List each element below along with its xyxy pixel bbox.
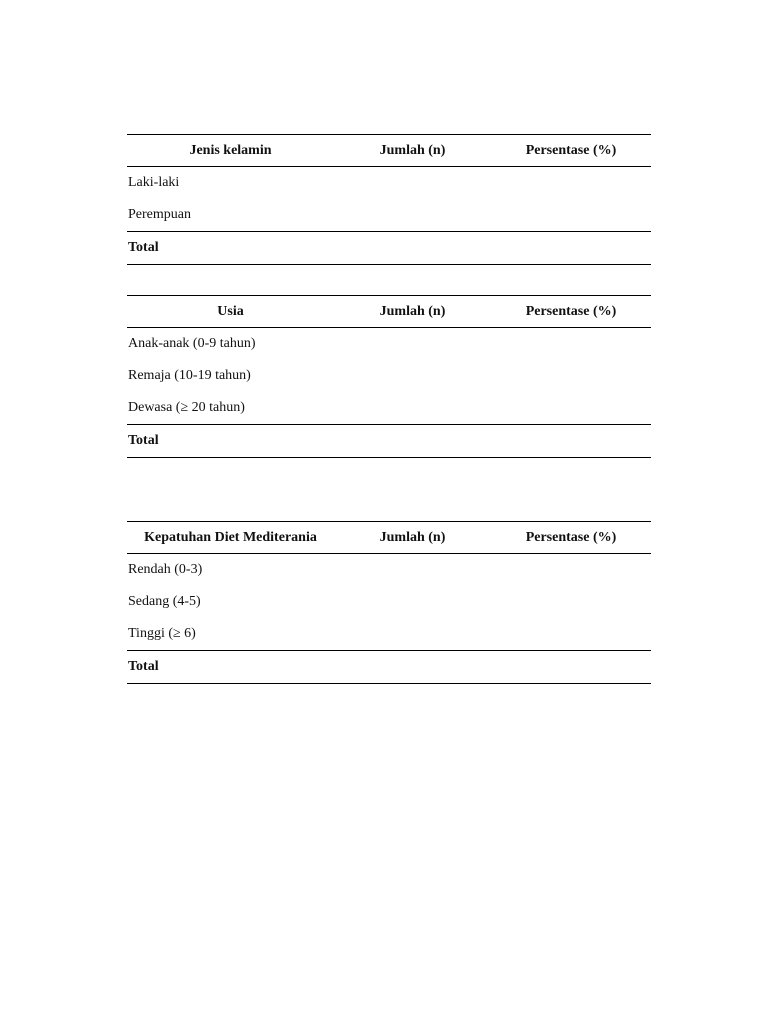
- count-cell: [334, 199, 491, 232]
- total-label: Total: [127, 232, 334, 265]
- percent-cell: [491, 328, 651, 361]
- percent-cell: [491, 586, 651, 618]
- percent-cell: [491, 199, 651, 232]
- row-label: Sedang (4-5): [128, 594, 201, 609]
- row-label: Dewasa (≥ 20 tahun): [128, 400, 245, 415]
- percent-cell: [491, 232, 651, 265]
- row-label: Perempuan: [128, 207, 191, 222]
- count-cell: [334, 360, 491, 392]
- percent-cell: [491, 425, 651, 458]
- table-header-row: [127, 135, 651, 167]
- count-cell: [334, 328, 491, 361]
- age-table: [127, 295, 651, 458]
- column-header: Jumlah (n): [334, 522, 491, 554]
- total-label: Total: [127, 425, 334, 458]
- count-cell: [334, 232, 491, 265]
- row-label: Remaja (10-19 tahun): [128, 368, 251, 383]
- table-row: [127, 618, 651, 651]
- count-cell: [334, 167, 491, 200]
- column-header: Jumlah (n): [334, 296, 491, 328]
- row-label: Rendah (0-3): [128, 562, 203, 577]
- total-row: [127, 651, 651, 684]
- percent-cell: [491, 618, 651, 651]
- count-cell: [334, 392, 491, 425]
- table-row: [127, 586, 651, 618]
- column-header: Jumlah (n): [334, 135, 491, 167]
- total-label: Total: [127, 651, 334, 684]
- table-row: [127, 392, 651, 425]
- gender-table: [127, 134, 651, 265]
- table-header-row: [127, 522, 651, 554]
- total-row: [127, 232, 651, 265]
- table-row: [127, 360, 651, 392]
- count-cell: [334, 651, 491, 684]
- column-header: Persentase (%): [491, 522, 651, 554]
- percent-cell: [491, 167, 651, 200]
- percent-cell: [491, 554, 651, 587]
- percent-cell: [491, 392, 651, 425]
- column-header: Persentase (%): [491, 135, 651, 167]
- column-header: Usia: [127, 296, 334, 328]
- total-row: [127, 425, 651, 458]
- count-cell: [334, 554, 491, 587]
- row-label: Laki-laki: [128, 175, 180, 190]
- count-cell: [334, 618, 491, 651]
- table-header-row: [127, 296, 651, 328]
- row-label: Anak-anak (0-9 tahun): [128, 336, 256, 351]
- column-header: Jenis kelamin: [127, 135, 334, 167]
- column-header: Persentase (%): [491, 296, 651, 328]
- count-cell: [334, 586, 491, 618]
- column-header: Kepatuhan Diet Mediterania: [127, 522, 334, 554]
- row-label: Tinggi (≥ 6): [128, 626, 196, 641]
- percent-cell: [491, 651, 651, 684]
- table-row: [127, 199, 651, 232]
- table-row: [127, 328, 651, 361]
- table-row: [127, 554, 651, 587]
- table-row: [127, 167, 651, 200]
- diet-adherence-table: [127, 521, 651, 684]
- count-cell: [334, 425, 491, 458]
- percent-cell: [491, 360, 651, 392]
